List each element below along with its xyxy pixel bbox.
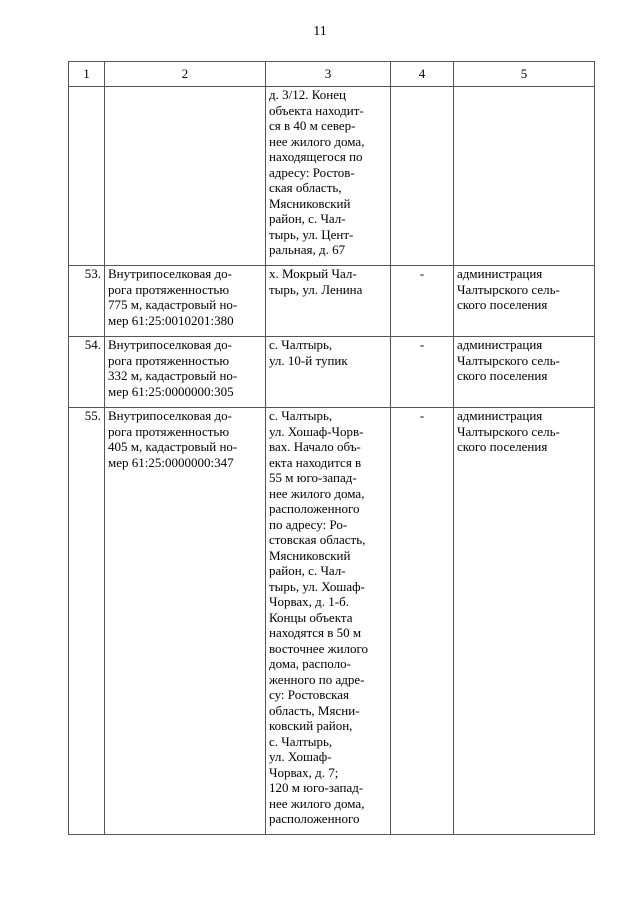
cell-num: 54. xyxy=(69,337,105,408)
cell-col4: - xyxy=(391,337,454,408)
cell-name xyxy=(105,87,266,266)
table-row xyxy=(69,337,595,408)
table-row xyxy=(69,408,595,835)
cell-col4: - xyxy=(391,266,454,337)
column-header-3: 3 xyxy=(266,62,391,87)
table-row-continuation xyxy=(69,87,595,266)
cell-num: 53. xyxy=(69,266,105,337)
cell-owner: администрация Чалтырского сель- ского поселения xyxy=(454,408,595,835)
cell-owner xyxy=(454,87,595,266)
cell-owner: администрация Чалтырского сель- ского поселения xyxy=(454,337,595,408)
cell-owner: администрация Чалтырского сель- ского поселения xyxy=(454,266,595,337)
cell-name: Внутрипоселковая до- рога протяженностью 775 м, кадастровый но- мер 61:25:0010201:380 xyxy=(105,266,266,337)
cell-location: с. Чалтырь, ул. Хошаф-Чорв- вах. Начало объ- екта находится в 55 м юго-запад- нее жилого дома, расположенного по адресу: Ро- стовская область, Мясниковский район, с. Чал- тырь, ул. Хошаф- Чорвах, д. 1-б. Концы объекта находятся в 50 м восточнее жилого дома, располо- женного по адре- су: Ростовская область, Мясни- ковский район, с. Чалтырь, ул. Хошаф- Чорвах, д. 7; 120 м юго-запад- нее жилого дома, расположенного xyxy=(266,408,391,835)
page-number: 11 xyxy=(313,24,327,39)
cell-location: с. Чалтырь, ул. 10-й тупик xyxy=(266,337,391,408)
cell-num xyxy=(69,87,105,266)
cell-location: д. 3/12. Конец объекта находит- ся в 40 м север- нее жилого дома, находящегося по адресу: Ростов- ская область, Мясниковский район, с. Чал- тырь, ул. Цент- ральная, д. 67 xyxy=(266,87,391,266)
column-header-2: 2 xyxy=(105,62,266,87)
column-header-4: 4 xyxy=(391,62,454,87)
cell-num: 55. xyxy=(69,408,105,835)
cell-location: х. Мокрый Чал- тырь, ул. Ленина xyxy=(266,266,391,337)
column-header-5: 5 xyxy=(454,62,595,87)
cell-col4: - xyxy=(391,408,454,835)
cell-name: Внутрипоселковая до- рога протяженностью 405 м, кадастровый но- мер 61:25:0000000:347 xyxy=(105,408,266,835)
table-row xyxy=(69,266,595,337)
registry-table xyxy=(68,61,595,835)
cell-col4 xyxy=(391,87,454,266)
table-header-row xyxy=(69,62,595,87)
column-header-1: 1 xyxy=(69,62,105,87)
cell-name: Внутрипоселковая до- рога протяженностью 332 м, кадастровый но- мер 61:25:0000000:305 xyxy=(105,337,266,408)
